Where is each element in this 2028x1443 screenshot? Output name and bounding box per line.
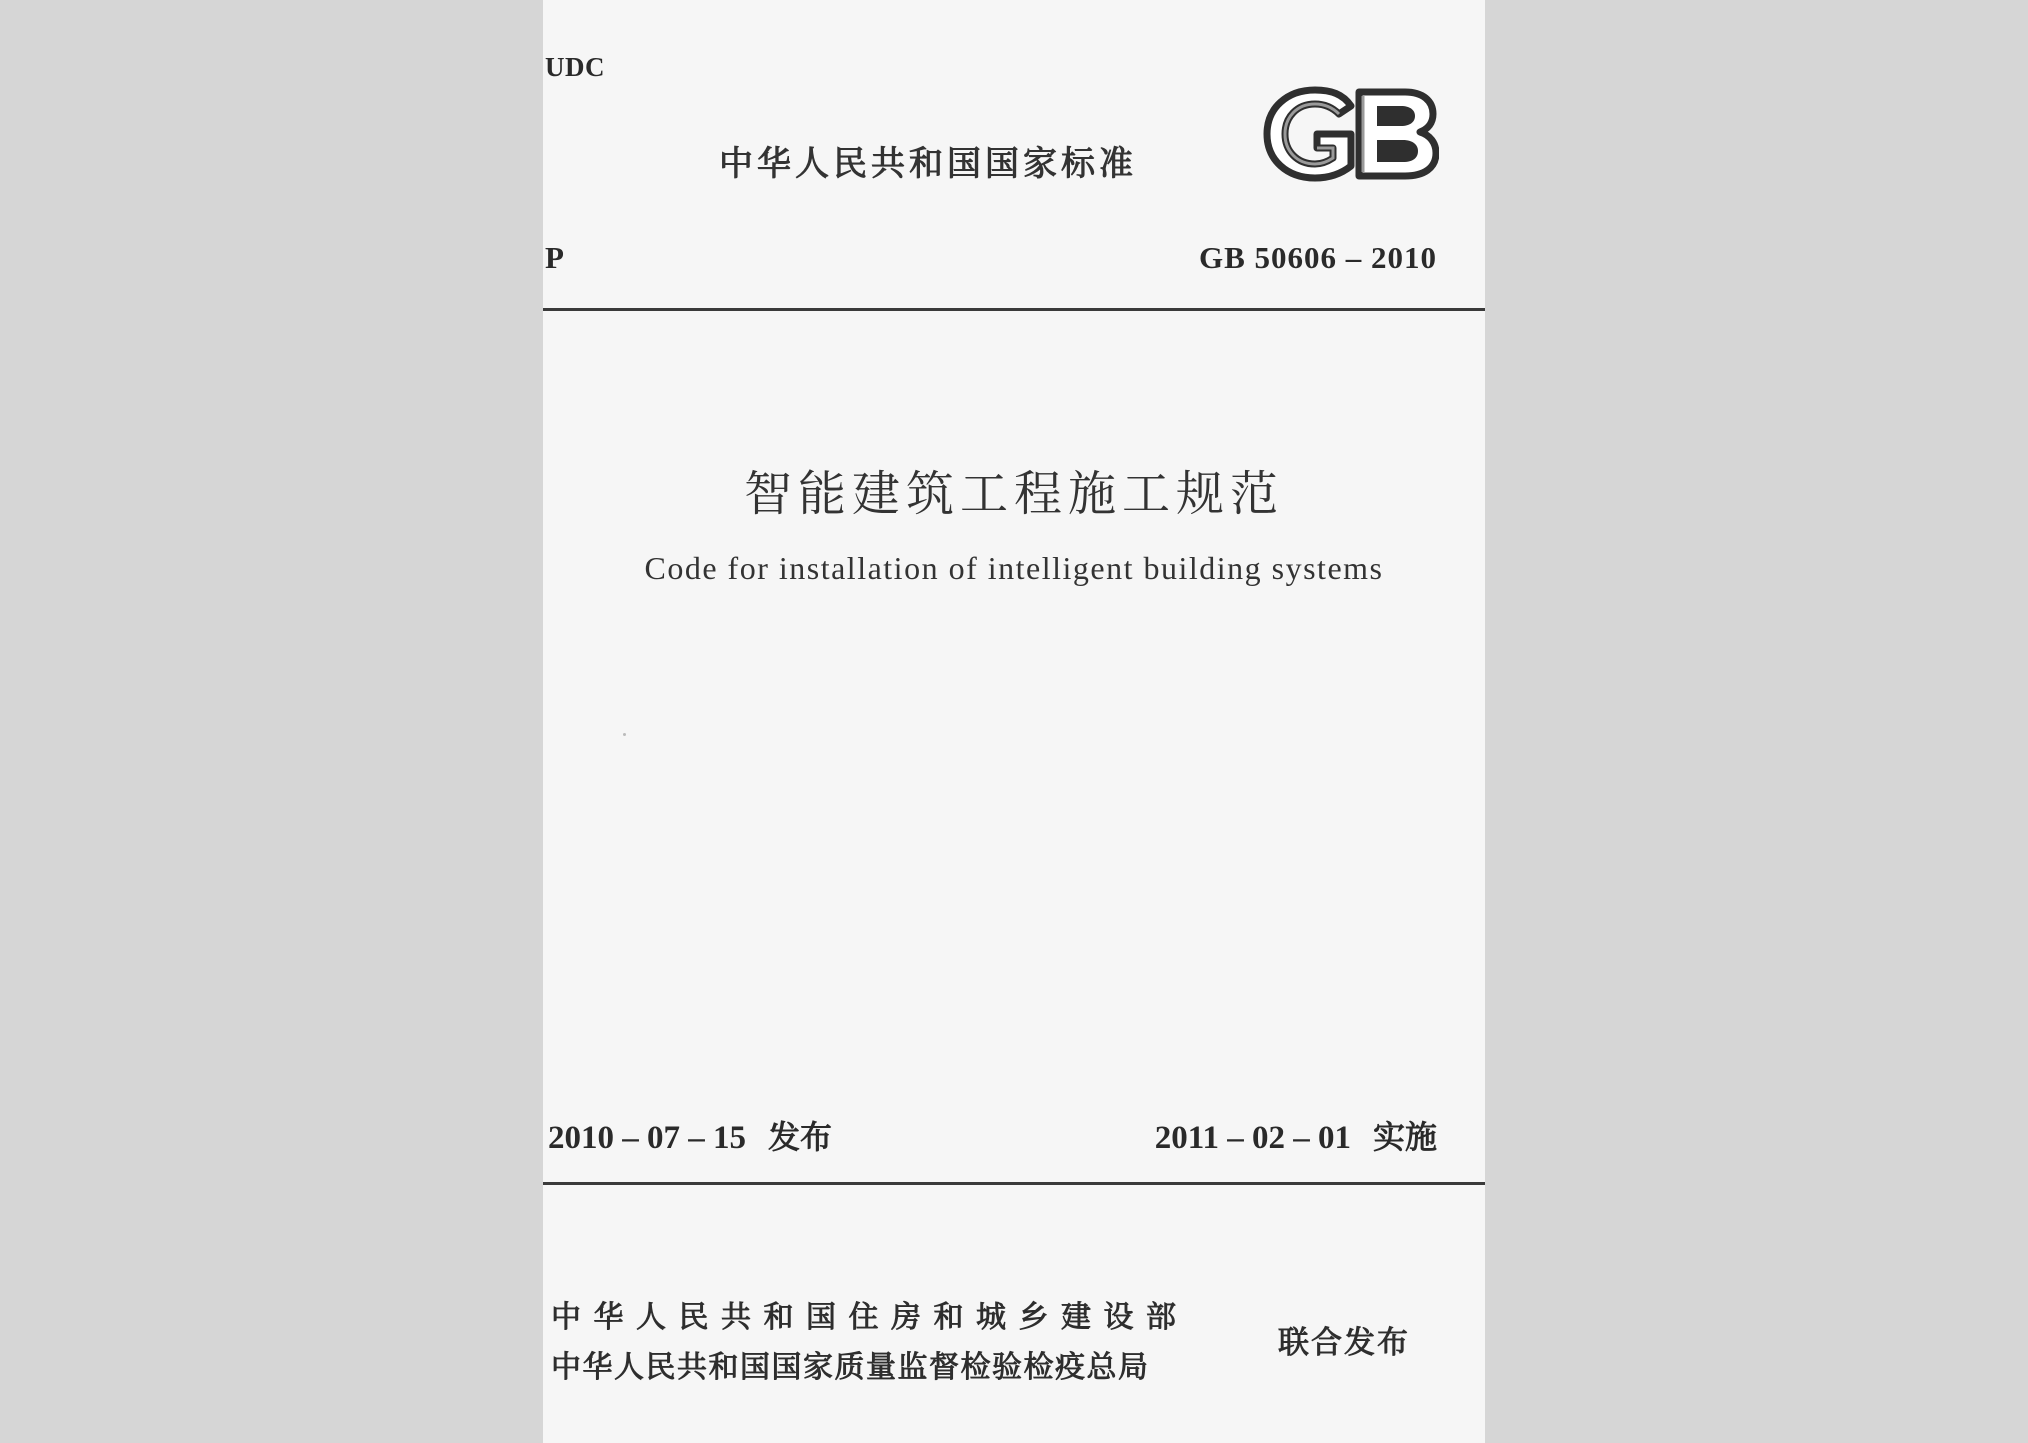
top-divider [543, 308, 1485, 311]
issue-label: 发布 [768, 1118, 833, 1156]
bottom-divider [543, 1182, 1485, 1185]
national-standard-heading: 中华人民共和国国家标准 [719, 144, 1137, 184]
implement-date-row [1155, 1112, 1437, 1158]
title-english: Code for installation of intelligent building systems [644, 550, 1384, 586]
standard-cover-page [543, 0, 1485, 1443]
issue-date-row [548, 1112, 832, 1158]
joint-issue-label: 联合发布 [1278, 1325, 1410, 1361]
implement-label: 实施 [1372, 1118, 1437, 1156]
publisher-ministry-housing: 中华人民共和国住房和城乡建设部 [551, 1300, 1189, 1335]
publisher-aqsiq: 中华人民共和国国家质量监督检验检疫总局 [551, 1350, 1150, 1385]
udc-label: UDC [545, 52, 605, 82]
standard-number: GB 50606 – 2010 [1198, 240, 1437, 275]
implement-date: 2011 – 02 – 01 [1154, 1120, 1351, 1156]
gb-logo-icon [1259, 84, 1439, 184]
title-chinese: 智能建筑工程施工规范 [743, 466, 1284, 522]
issue-date: 2010 – 07 – 15 [548, 1120, 746, 1156]
print-speck [623, 733, 626, 736]
classification-code: P [545, 240, 564, 275]
